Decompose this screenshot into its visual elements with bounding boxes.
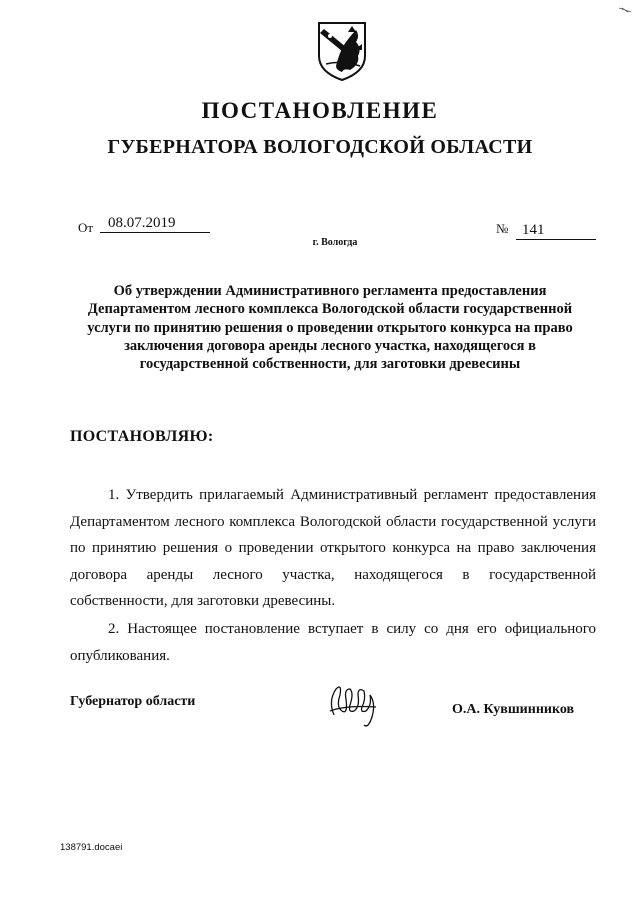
document-type-title: ПОСТАНОВЛЕНИЕ [201, 98, 439, 123]
paragraph-1: 1. Утвердить прилагаемый Административный регламент предоставления Департаментом лесного комплекса Вологодской области государственной услуги по принятию решения о проведении открытого конкурса на право заключения договора аренды лесного участка, находящегося в государственной собственности, для заготовки древесины. [70, 487, 596, 609]
scan-mark [618, 0, 632, 6]
document-number: 141 [516, 221, 596, 240]
document-city: г. Вологда [312, 237, 358, 248]
date-prefix: От [78, 220, 94, 235]
document-date: 08.07.2019 [100, 214, 210, 233]
coat-of-arms-icon [316, 20, 368, 82]
number-prefix: № [496, 221, 509, 236]
document-subject: Об утверждении Административного регламента предоставления Департаментом лесного комплекса Вологодской области государственной услуги по принятию решения о проведении открытого конкурса на право заключения договора аренды лесного участка, находящегося в государственной собственности, для заготовки древесины [87, 283, 573, 373]
issuer-title: ГУБЕРНАТОРА ВОЛОГОДСКОЙ ОБЛАСТИ [107, 136, 533, 158]
signatory-name: О.А. Кувшинников [452, 702, 575, 717]
decree-heading: ПОСТАНОВЛЯЮ: [70, 428, 214, 445]
paragraph-2: 2. Настоящее постановление вступает в силу со дня его официального опубликования. [70, 621, 596, 664]
signatory-position: Губернатор области [70, 694, 196, 709]
document-file-id: 138791.docaei [60, 842, 123, 853]
handwritten-signature-icon [326, 681, 382, 731]
